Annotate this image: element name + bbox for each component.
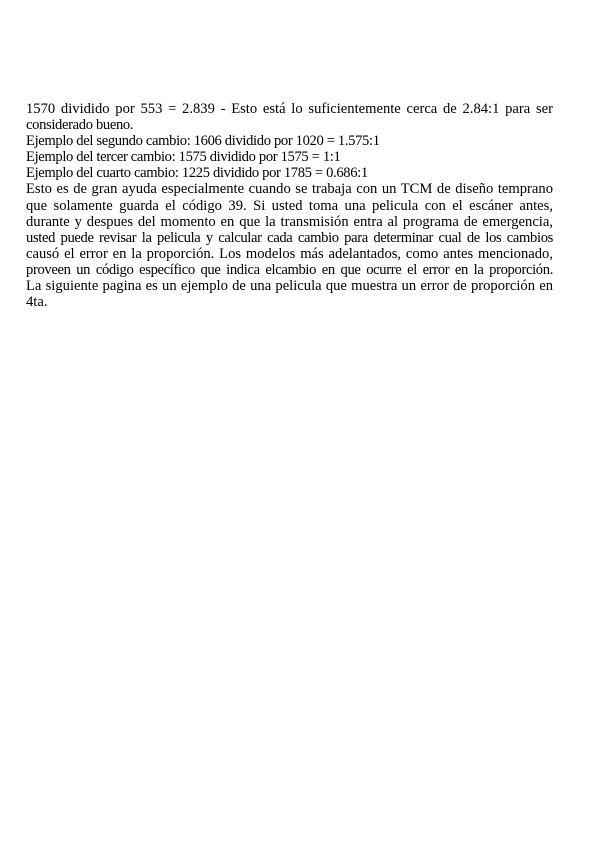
text-line-12: La siguiente pagina es un ejemplo de una pelicula que muestra un error de proporción en — [26, 278, 553, 295]
text-line-2: considerado bueno. — [26, 117, 134, 134]
text-line-6: Esto es de gran ayuda especialmente cuando se trabaja con un TCM de diseño temprano — [26, 181, 553, 198]
body-text — [26, 101, 553, 310]
text-line-8: durante y despues del momento en que la transmisión entra al programa de emergencia, — [26, 213, 553, 230]
text-line-9: usted puede revisar la pelicula y calcular cada cambio para determinar cual de los cambios — [26, 229, 553, 246]
text-line-5: Ejemplo del cuarto cambio: 1225 dividido por 1785 = 0.686:1 — [26, 165, 368, 182]
text-line-10: causó el error en la proporción. Los modelos más adelantados, como antes mencionado, — [26, 245, 553, 262]
text-line-13: 4ta. — [26, 294, 48, 311]
text-line-7: que solamente guarda el código 39. Si usted toma una pelicula con el escáner antes, — [26, 197, 553, 214]
text-line-1: 1570 dividido por 553 = 2.839 - Esto está lo suficientemente cerca de 2.84:1 para ser — [26, 101, 553, 117]
text-line-11: proveen un código específico que indica elcambio en que ocurre el error en la proporción. — [26, 261, 553, 278]
text-line-4: Ejemplo del tercer cambio: 1575 dividido por 1575 = 1:1 — [26, 149, 341, 166]
text-line-3: Ejemplo del segundo cambio: 1606 dividido por 1020 = 1.575:1 — [26, 133, 380, 150]
